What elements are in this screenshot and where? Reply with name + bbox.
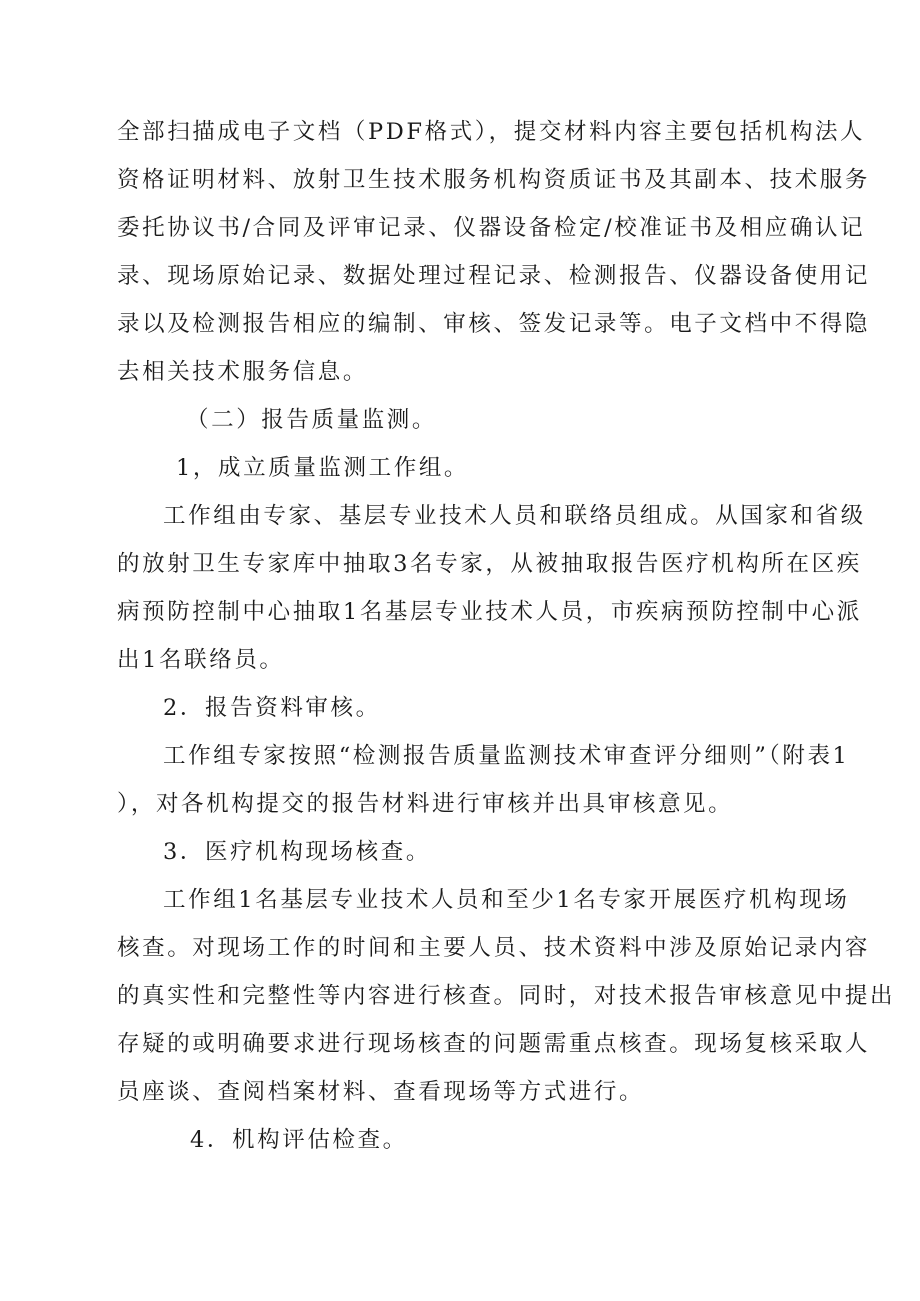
paragraph-line: 工作组专家按照“检测报告质量监测技术审查评分细则”（附表1 — [163, 743, 850, 769]
paragraph-line: 存疑的或明确要求进行现场核查的问题需重点核查。现场复核采取人 — [117, 1031, 871, 1057]
paragraph-line: 工作组1名基层专业技术人员和至少1名专家开展医疗机构现场 — [163, 887, 850, 913]
paragraph-line: 资格证明材料、放射卫生技术服务机构资质证书及其副本、技术服务 — [117, 167, 871, 193]
paragraph-line: 的放射卫生专家库中抽取3名专家，从被抽取报告医疗机构所在区疾 — [117, 551, 862, 577]
subsection-heading: 4．机构评估检查。 — [190, 1127, 408, 1153]
section-heading: （二）报告质量监测。 — [186, 407, 438, 433]
subsection-heading: 2．报告资料审核。 — [163, 695, 381, 721]
paragraph-line: 出1名联络员。 — [117, 647, 285, 673]
paragraph-line: 员座谈、查阅档案材料、查看现场等方式进行。 — [117, 1079, 645, 1105]
paragraph-line: 去相关技术服务信息。 — [117, 359, 369, 385]
paragraph-line: 录以及检测报告相应的编制、审核、签发记录等。电子文档中不得隐 — [117, 311, 871, 337]
paragraph-line: 委托协议书/合同及评审记录、仪器设备检定/校准证书及相应确认记 — [117, 215, 866, 241]
paragraph-line: 病预防控制中心抽取1名基层专业技术人员，市疾病预防控制中心派 — [117, 599, 862, 625]
paragraph-line: 的真实性和完整性等内容进行核查。同时，对技术报告审核意见中提出 — [117, 983, 896, 1009]
subsection-heading: 1，成立质量监测工作组。 — [176, 455, 470, 481]
subsection-heading: 3．医疗机构现场核查。 — [163, 839, 431, 865]
paragraph-line: 核查。对现场工作的时间和主要人员、技术资料中涉及原始记录内容 — [117, 935, 871, 961]
paragraph-line: 工作组由专家、基层专业技术人员和联络员组成。从国家和省级 — [163, 503, 866, 529]
paragraph-line: 全部扫描成电子文档（PDF格式），提交材料内容主要包括机构法人 — [117, 119, 866, 145]
paragraph-line: 录、现场原始记录、数据处理过程记录、检测报告、仪器设备使用记 — [117, 263, 871, 289]
paragraph-line: ），对各机构提交的报告材料进行审核并出具审核意见。 — [117, 791, 734, 817]
